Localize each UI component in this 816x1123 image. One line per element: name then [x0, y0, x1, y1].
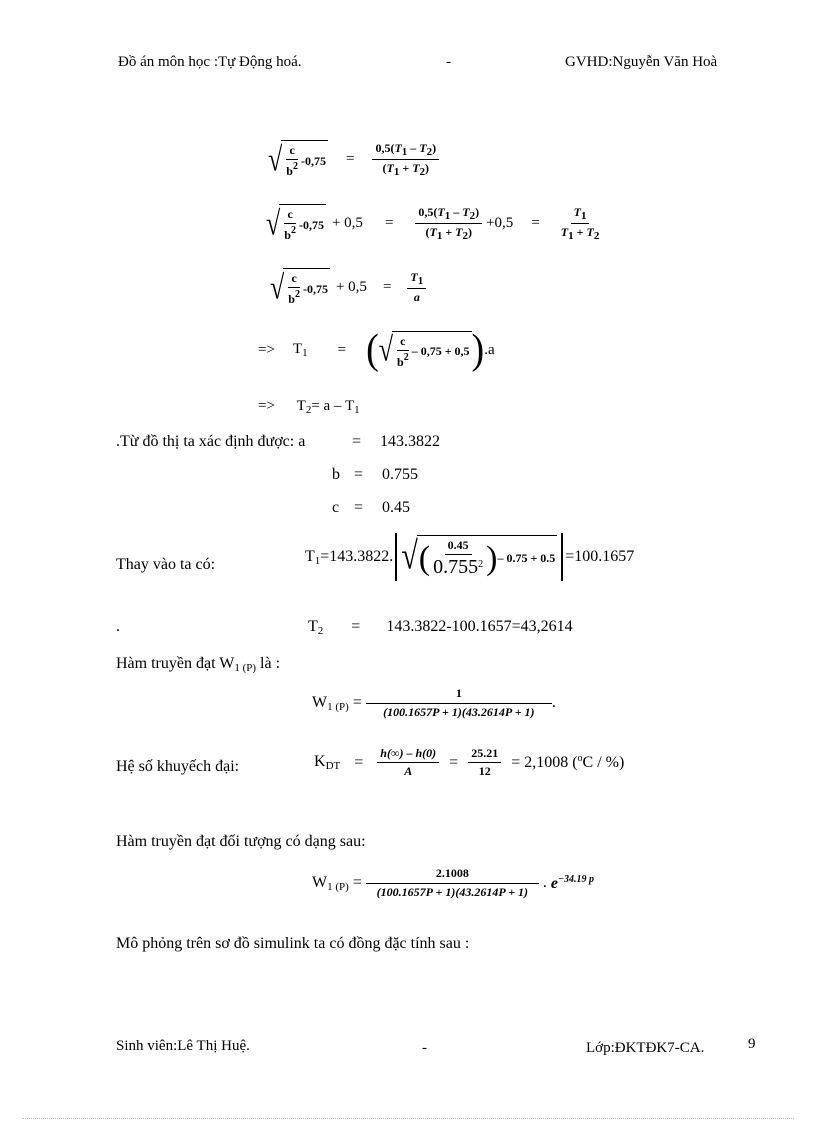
value-a: 143.3822 — [380, 433, 440, 450]
footer-right: Lớp:ĐKTĐK7-CA. — [586, 1040, 705, 1056]
equation-2: √ $\frac{c}{b^2}$ -0,75 + 0,5 = $\frac{0,5(T1 - T2)}{(T1 + T2)}$ +0,5 = $\frac{T1}{T1 + T2}$ — [266, 204, 600, 242]
transfer2-formula: $W_{1 (P)}$ = $\frac{2.1008}{(100.1657P + 1)(43.2614P + 1)}$ . $e^{-34.19 p}$ — [312, 866, 595, 899]
gain-label: Hệ số khuyếch đại: — [116, 758, 240, 775]
values-a-eq: = — [352, 433, 362, 450]
value-c-eq: = — [354, 499, 364, 516]
substitution-label: Thay vào ta có: — [116, 556, 216, 573]
value-c-label: c — [332, 499, 340, 516]
t2-result: $T_2 = 143.3822-100.1657=43,2614$ — [308, 618, 573, 637]
value-c: 0.45 — [382, 499, 410, 516]
header-left: Đồ án môn học :Tự Động hoá. — [118, 54, 302, 70]
equation-3: √ $\frac{c}{b^2}$ -0,75 + 0,5 = $\frac{T1}{a}$ — [270, 268, 426, 307]
equation-1: √ $\frac{c}{b^2}$ -0,75 = $\frac{0,5(T1 - T2)}{(T1 + T2)}$ — [268, 140, 439, 179]
page-bottom-divider — [22, 1118, 794, 1119]
t2-dot: . — [116, 618, 120, 635]
values-intro: .Từ đồ thị ta xác định được: a — [116, 433, 306, 450]
derivation-t1: => $T_1$ = ( √ $\frac{c}{b^2}$ – 0,75 + 0,5 ) .a — [258, 326, 495, 374]
header-right: GVHD:Nguyễn Văn Hoà — [565, 54, 718, 70]
transfer1-formula: $W_{1 (P)}$ = $\frac{1}{(100.1657P + 1)(43.2614P + 1)}$ . — [312, 686, 556, 719]
derivation-t2: => $T_2= a - T_1$ — [258, 398, 360, 416]
footer-separator: - — [422, 1040, 427, 1056]
substitution-t1: $T_1=143.3822$. √ ( $\frac{0.45}{0.755^2}$ ) – 0.75 + 0.5 =100.1657 — [305, 533, 634, 581]
gain-formula: $K_{DT}$ = $\frac{h(\infty) - h(0)}{A}$ = $\frac{25.21}{12}$ = 2,1008 ($^o$C / %) — [314, 746, 625, 778]
simulink-text: Mô phỏng trên sơ đồ simulink ta có đồng đặc tính sau : — [116, 935, 470, 952]
value-b-label: b — [332, 466, 340, 483]
page-number: 9 — [748, 1036, 756, 1052]
transfer2-label: Hàm truyền đạt đối tượng có dạng sau: — [116, 833, 366, 850]
footer-left: Sinh viên:Lê Thị Huệ. — [116, 1038, 250, 1054]
transfer1-label: Hàm truyền đạt $W_{1 (P)}$ là : — [116, 655, 281, 674]
value-b: 0.755 — [382, 466, 418, 483]
value-b-eq: = — [354, 466, 364, 483]
header-separator: - — [446, 54, 451, 70]
